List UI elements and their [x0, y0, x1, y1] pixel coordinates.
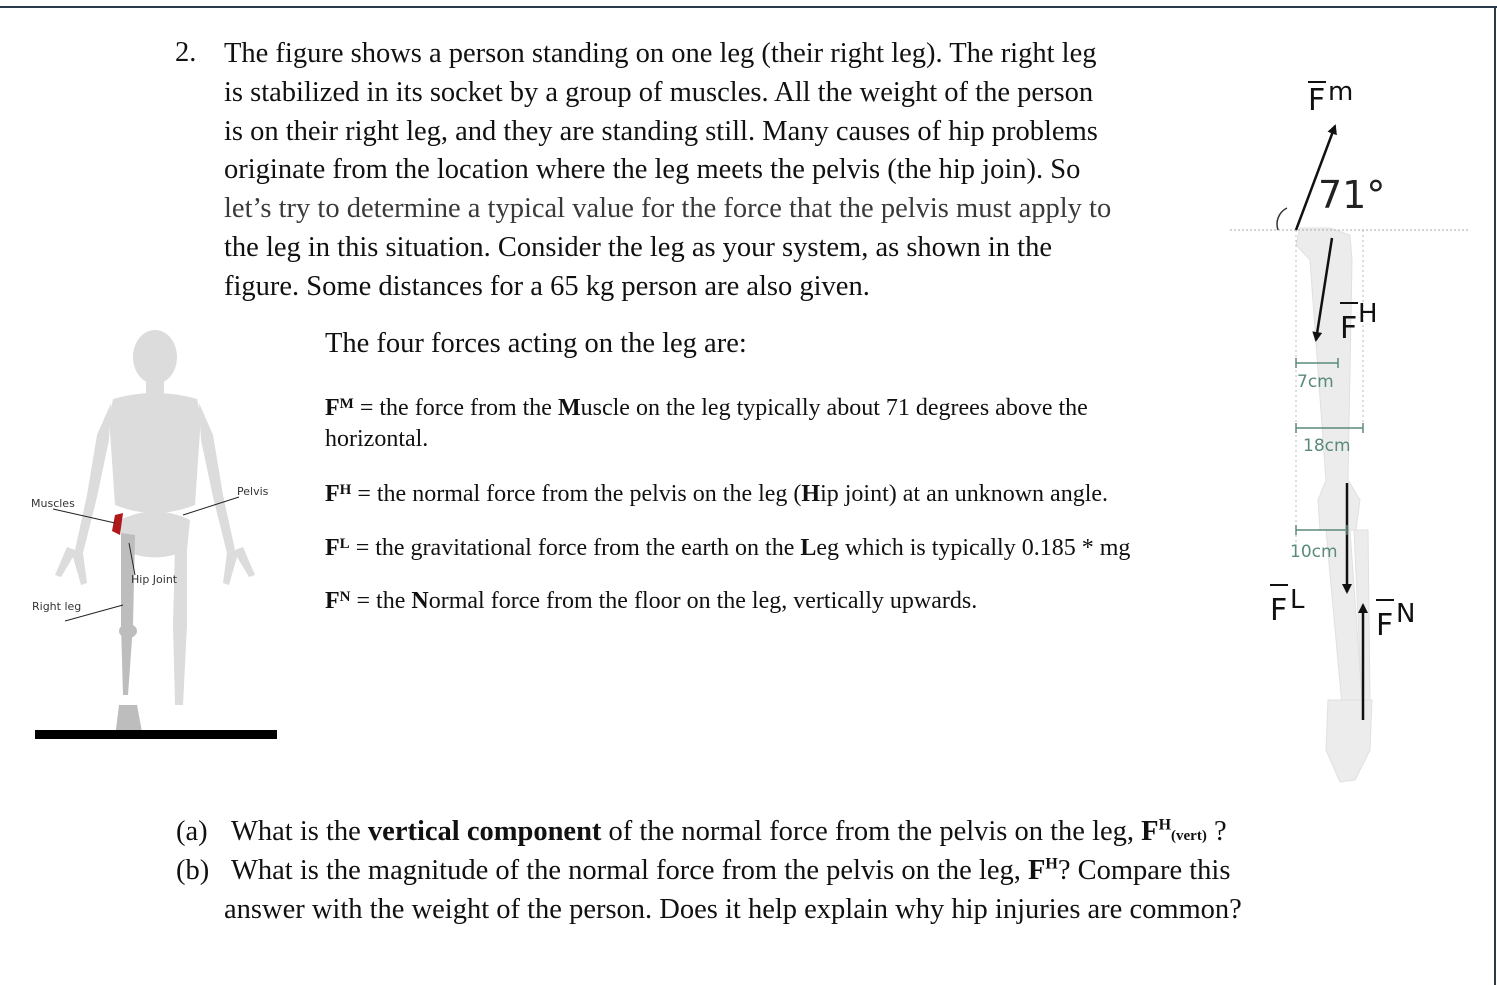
force-symbol-letter: F: [325, 535, 340, 561]
force-def-bold: N: [411, 588, 429, 614]
question-number: 2.: [175, 37, 197, 68]
part-b: [176, 855, 1230, 887]
force-symbol-letter: F: [325, 481, 340, 507]
skeleton-body: [55, 330, 255, 705]
question-line: let’s try to determine a typical value for the force that the pelvis must apply to: [224, 193, 1112, 225]
part-symbol-letter: F: [1027, 855, 1046, 886]
force-def-text: = the force from the: [353, 395, 558, 421]
force-def-normal: [325, 582, 1205, 617]
force-letter: F: [1340, 311, 1358, 346]
question-line: is stabilized in its socket by a group of muscles. All the weight of the person: [224, 76, 1094, 108]
force-letter: F: [1376, 608, 1394, 643]
force-symbol-sup: H: [339, 482, 352, 498]
force-symbol-sup: N: [339, 589, 351, 605]
pelvis-label: Pelvis: [237, 485, 269, 498]
force-letter: F: [1270, 593, 1288, 628]
force-def-text: uscle on the leg typically about 71 degrees above the: [580, 395, 1088, 421]
part-symbol: [1028, 855, 1058, 886]
force-sup: N: [1396, 599, 1416, 629]
leg-weight-label: [1270, 585, 1305, 628]
force-sup: L: [1290, 585, 1305, 615]
question-line: originate from the location where the leg meets the pelvis (the hip join). So: [224, 154, 1081, 186]
right-leg-label: Right leg: [32, 600, 82, 613]
force-symbol: [325, 588, 351, 614]
floor-bar: [35, 730, 277, 739]
part-text: What is the magnitude of the normal force from the pelvis on the leg,: [231, 855, 1028, 886]
force-symbol: [325, 535, 350, 561]
question-text: [224, 35, 1214, 307]
question-line: the leg in this situation. Consider the leg as your system, as shown in the: [224, 231, 1052, 263]
angle-arc: [1277, 208, 1287, 230]
force-def-muscle: [325, 389, 1205, 455]
force-letter: F: [1308, 83, 1326, 118]
force-def-text: = the: [350, 588, 412, 614]
force-symbol-letter: F: [325, 395, 340, 421]
force-def-text: ormal force from the floor on the leg, vertically upwards.: [428, 588, 978, 614]
skeleton-figure: [25, 325, 290, 750]
force-sup: m: [1328, 77, 1354, 107]
angle-label: 71°: [1318, 173, 1386, 217]
force-def-text: horizontal.: [325, 426, 429, 452]
question-line: figure. Some distances for a 65 kg person are also given.: [224, 270, 870, 302]
standing-leg: [115, 533, 143, 737]
page-border-right: [1494, 6, 1496, 985]
force-symbol-sup: L: [339, 536, 350, 552]
force-def-leg: [325, 529, 1205, 564]
force-def-text: = the normal force from the pelvis on the leg (: [351, 481, 802, 507]
force-sup: H: [1358, 299, 1378, 329]
part-text: ?: [1206, 816, 1227, 847]
part-symbol-sup: H: [1045, 855, 1058, 873]
part-symbol-sub: (vert): [1171, 828, 1207, 844]
muscles-label: Muscles: [31, 497, 75, 510]
part-text: of the normal force from the pelvis on the leg,: [601, 816, 1142, 847]
force-def-text: eg which is typically 0.185 * mg: [816, 535, 1131, 561]
part-b-line2: answer with the weight of the person. Does it help explain why hip injuries are common?: [224, 894, 1242, 925]
force-symbol-letter: F: [325, 588, 340, 614]
part-symbol-letter: F: [1141, 816, 1159, 847]
force-def-bold: M: [557, 395, 581, 421]
dimension-7cm-label: 7cm: [1297, 372, 1334, 392]
force-def-hip: [325, 475, 1205, 510]
force-def-bold: H: [801, 481, 821, 507]
forces-intro: The four forces acting on the leg are:: [325, 328, 747, 359]
part-text: What is the: [231, 816, 368, 847]
part-a: [176, 816, 1227, 848]
page-border-top: [0, 6, 1497, 8]
question-line: is on their right leg, and they are standing still. Many causes of hip problems: [224, 115, 1098, 147]
force-symbol: [325, 481, 351, 507]
part-label: (a): [176, 816, 208, 847]
part-text: ? Compare this: [1057, 855, 1231, 886]
part-bold: vertical component: [367, 816, 602, 847]
part-label: (b): [176, 855, 210, 886]
question-line: The figure shows a person standing on one leg (their right leg). The right leg: [224, 38, 1097, 69]
force-symbol: [325, 395, 354, 421]
leg-diagram: [1230, 60, 1470, 790]
hip-joint-label: Hip Joint: [131, 573, 178, 586]
force-def-bold: L: [800, 535, 817, 561]
dimension-18cm-label: 18cm: [1303, 436, 1351, 456]
floor-normal-label: [1376, 599, 1415, 643]
force-def-text: = the gravitational force from the earth on the: [349, 535, 801, 561]
part-symbol: [1141, 816, 1171, 847]
force-def-text: ip joint) at an unknown angle.: [820, 481, 1109, 507]
muscle-force-label: [1308, 77, 1353, 118]
force-symbol-sup: M: [339, 396, 354, 412]
part-symbol-sup: H: [1158, 816, 1172, 834]
dimension-10cm-label: 10cm: [1290, 542, 1338, 562]
